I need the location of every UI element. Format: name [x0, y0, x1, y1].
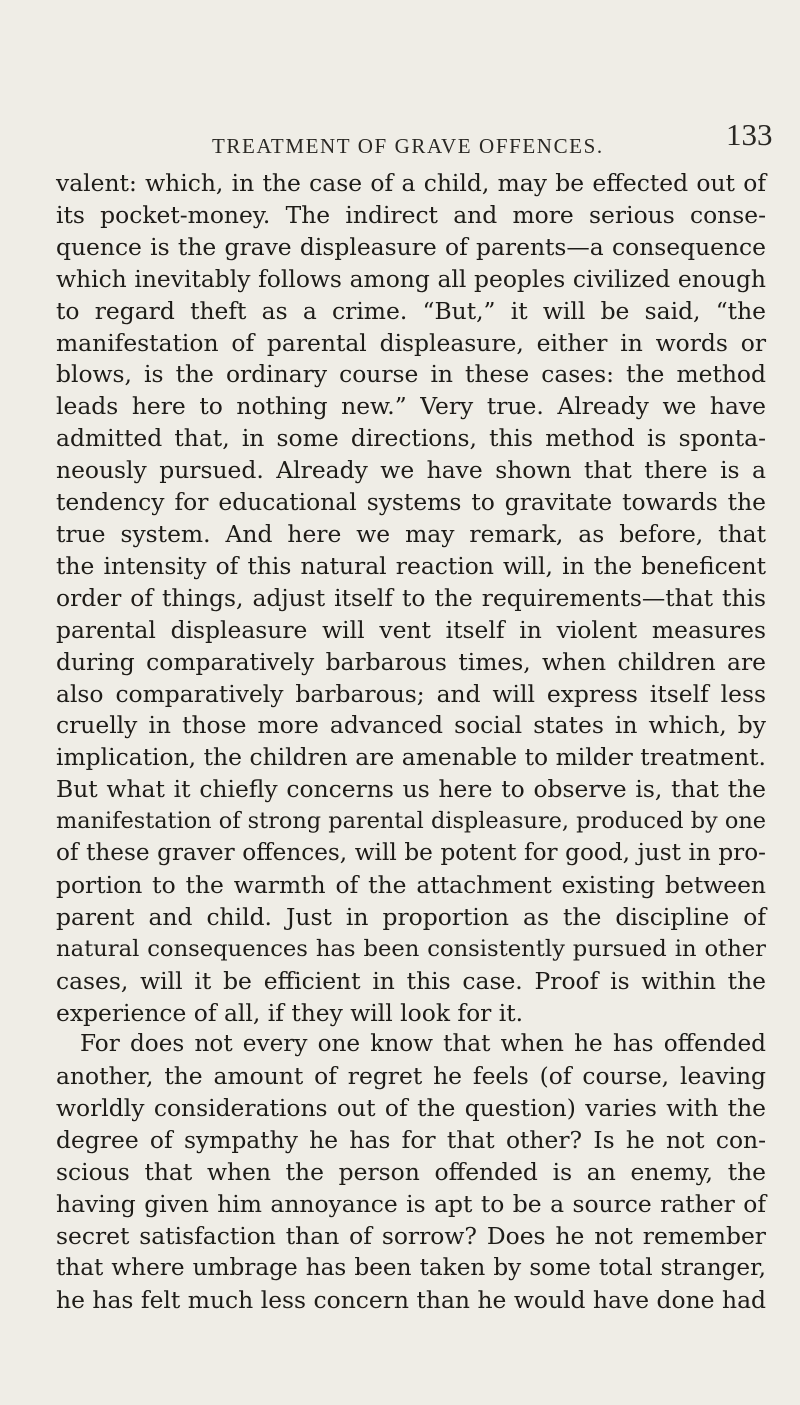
text-line: valent: which, in the case of a child, may be effected out of	[56, 169, 766, 197]
text-line: But what it chiefly concerns us here to observe is, that the	[56, 775, 766, 804]
text-line: blows, is the ordinary course in these cases: the method	[56, 360, 766, 389]
text-line: quence is the grave displeasure of parents—a consequence	[56, 232, 766, 261]
text-line: parent and child. Just in proportion as the discipline of	[56, 902, 766, 931]
text-line: degree of sympathy he has for that other? Is he not con-	[56, 1126, 766, 1155]
text-line: natural consequences has been consistently pursued in other	[56, 935, 766, 962]
text-line: true system. And here we may remark, as before, that	[56, 519, 766, 548]
text-line: order of things, adjust itself to the requirements—that this	[56, 583, 766, 612]
text-line: manifestation of parental displeasure, either in words or	[56, 328, 766, 357]
text-line: parental displeasure will vent itself in violent measures	[56, 615, 766, 644]
text-line: that where umbrage has been taken by some total stranger,	[56, 1254, 766, 1281]
text-line: secret satisfaction than of sorrow? Does he not remember	[56, 1221, 766, 1250]
text-line: leads here to nothing new.” Very true. Already we have	[56, 392, 766, 421]
text-line: admitted that, in some directions, this method is sponta-	[56, 424, 766, 453]
text-line: implication, the children are amenable to milder treatment.	[56, 743, 766, 772]
text-line: which inevitably follows among all peoples civilized enough	[56, 264, 766, 293]
paragraph-end-line: experience of all, if they will look for it.	[56, 998, 524, 1027]
text-line: during comparatively barbarous times, when children are	[56, 647, 766, 676]
text-line: cruelly in those more advanced social states in which, by	[56, 711, 766, 740]
text-line: having given him annoyance is apt to be a source rather of	[56, 1190, 766, 1218]
text-line: tendency for educational systems to gravitate towards the	[56, 488, 766, 517]
text-line: cases, will it be efficient in this case. Proof is within the	[56, 966, 766, 995]
text-line: he has felt much less concern than he would have done had	[56, 1285, 766, 1314]
text-line: scious that when the person offended is an enemy, the	[56, 1158, 766, 1187]
text-line: its pocket-money. The indirect and more serious conse-	[56, 200, 766, 229]
text-line: to regard theft as a crime. “But,” it will be said, “the	[56, 296, 766, 325]
body-text	[56, 168, 766, 1317]
text-line: portion to the warmth of the attachment existing between	[56, 870, 766, 899]
text-line: another, the amount of regret he feels (of course, leaving	[56, 1062, 766, 1091]
text-line: manifestation of strong parental displeasure, produced by one	[56, 808, 766, 835]
text-line: the intensity of this natural reaction will, in the beneficent	[56, 551, 766, 580]
page-number: 133	[726, 117, 773, 152]
running-head: TREATMENT OF GRAVE OFFENCES.	[212, 134, 604, 158]
text-line: neously pursued. Already we have shown that there is a	[56, 456, 766, 485]
text-line: of these graver offences, will be potent for good, just in pro-	[56, 840, 766, 867]
text-line: worldly considerations out of the question) varies with the	[56, 1094, 766, 1123]
text-line: also comparatively barbarous; and will express itself less	[56, 679, 766, 708]
paragraph-start-line: For does not every one know that when he has offended	[80, 1031, 766, 1058]
